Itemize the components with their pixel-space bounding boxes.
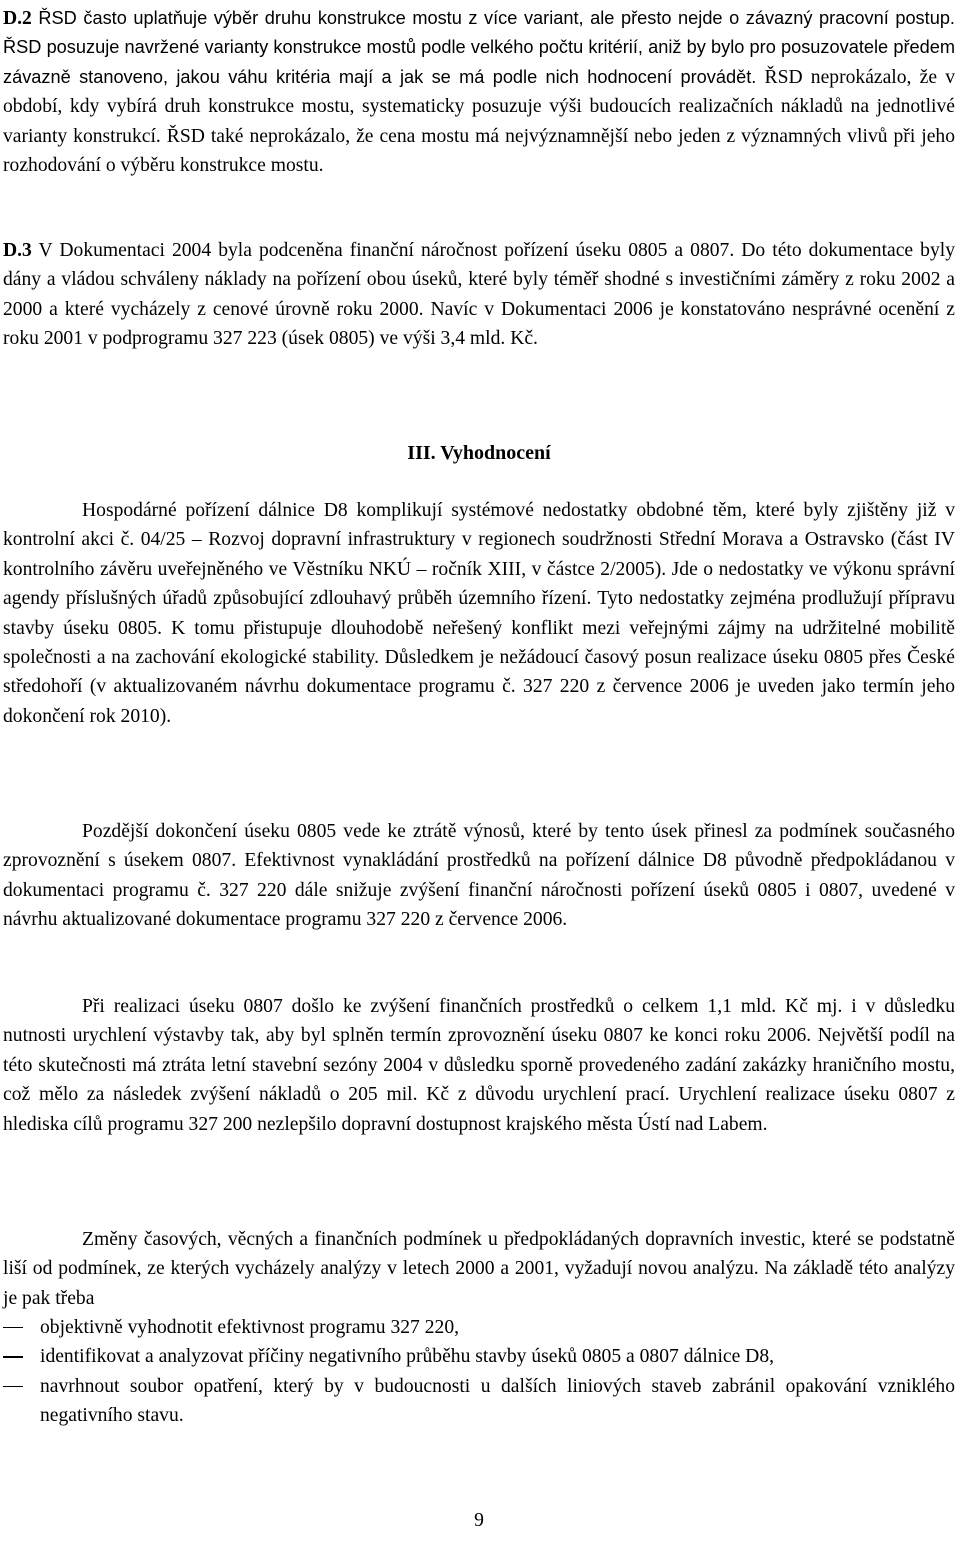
paragraph-d2: [3, 4, 955, 180]
paragraph-d2-serif-text: ŘSD neprokázalo, že v období, kdy vybírá druh konstrukce mostu, systematicky posuzuje výši budoucích realizačních nákladů na jednotlivé varianty konstrukcí. ŘSD také neprokázalo, že cena mostu má nejvýznamnější nebo jeden z významných vlivů při jeho rozhodování o výběru konstrukce mostu.: [3, 66, 955, 177]
section-label-d3: D.3: [3, 240, 32, 261]
list-item: objektivně vyhodnotit efektivnost programu 327 220,: [3, 1313, 955, 1342]
paragraph-evaluation-2: Pozdější dokončení úseku 0805 vede ke ztrátě výnosů, které by tento úsek přinesl za podmínek současného zprovoznění s úsekem 0807. Efektivnost vynakládání prostředků na pořízení dálnice D8 původně předpokládanou v dokumentaci programu č. 327 220 dále snižuje zvýšení finanční náročnosti pořízení úseků 0805 i 0807, uvedené v návrhu aktualizované dokumentace programu 327 220 z července 2006.: [3, 821, 955, 931]
paragraph-d3-text: V Dokumentaci 2004 byla podceněna finanční náročnost pořízení úseku 0805 a 0807. Do této dokumentace byly dány a vládou schváleny náklady na pořízení obou úseků, které byly téměř shodné s investičními záměry z roku 2002 a 2000 a které vycházely z cenové úrovně roku 2000. Navíc v Dokumentaci 2006 je konstatováno nesprávné ocenění z roku 2001 v podprogramu 327 223 (úsek 0805) ve výši 3,4 mld. Kč.: [3, 240, 955, 350]
page-number: 9: [474, 1510, 484, 1531]
section-label-d2: D.2: [3, 8, 32, 29]
recommendation-list: [3, 1313, 955, 1431]
heading-roman: III.: [407, 442, 436, 464]
paragraph-d2-sans-text: ŘSD často uplatňuje výběr druhu konstrukce mostu z více variant, ale přesto nejde o závazný pracovní postup. ŘSD posuzuje navržené varianty konstrukce mostů podle velkého počtu kritérií, aniž by bylo pro posuzovatele předem závazně stanoveno, jakou váhu kritéria mají a jak se má podle nich hodnocení provádět.: [3, 8, 955, 87]
list-item: identifikovat a analyzovat příčiny negativního průběhu stavby úseků 0805 a 0807 dálnice D8,: [3, 1342, 955, 1371]
paragraph-evaluation-4: Změny časových, věcných a finančních podmínek u předpokládaných dopravních investic, které se podstatně liší od podmínek, ze kterých vycházely analýzy v letech 2000 a 2001, vyžadují novou analýzu. Na základě této analýzy je pak třeba: [3, 1229, 955, 1309]
list-item: navrhnout soubor opatření, který by v budoucnosti u dalších liniových staveb zabránil opakování vzniklého negativního stavu.: [3, 1372, 955, 1431]
heading-title: Vyhodnocení: [440, 442, 551, 464]
paragraph-evaluation-3: Při realizaci úseku 0807 došlo ke zvýšení finančních prostředků o celkem 1,1 mld. Kč mj. i v důsledku nutnosti urychlení výstavby tak, aby byl splněn termín zprovoznění úseku 0807 ke konci roku 2006. Největší podíl na této skutečnosti má ztráta letní stavební sezóny 2004 v důsledku sporně provedeného zadání zakázky hraničního mostu, což mělo za následek zvýšení nákladů o 205 mil. Kč z důvodu urychlení prací. Urychlení realizace úseku 0807 z hlediska cílů programu 327 200 nezlepšilo dopravní dostupnost krajského města Ústí nad Labem.: [3, 996, 955, 1135]
paragraph-d3: [3, 236, 955, 354]
section-heading: [3, 438, 955, 468]
paragraph-evaluation-1: Hospodárné pořízení dálnice D8 komplikují systémové nedostatky obdobné těm, které byly zjištěny již v kontrolní akci č. 04/25 – Rozvoj dopravní infrastruktury v regionech soudržnosti Střední Morava a Ostravsko (část IV kontrolního závěru uveřejněného ve Věstníku NKÚ – ročník XIII, v částce 2/2005). Jde o nedostatky ve výkonu správní agendy příslušných úřadů způsobující zdlouhavý průběh územního řízení. Tyto nedostatky zejména prodlužují přípravu stavby úseku 0805. K tomu přistupuje dlouhodobě neřešený konflikt mezi veřejnými zájmy na udržitelné mobilitě společnosti a na zachování ekologické stability. Důsledkem je nežádoucí časový posun realizace úseku 0805 přes České středohoří (v aktualizovaném návrhu dokumentace programu č. 327 220 z července 2006 je uveden jako termín jeho dokončení rok 2010).: [3, 500, 955, 727]
